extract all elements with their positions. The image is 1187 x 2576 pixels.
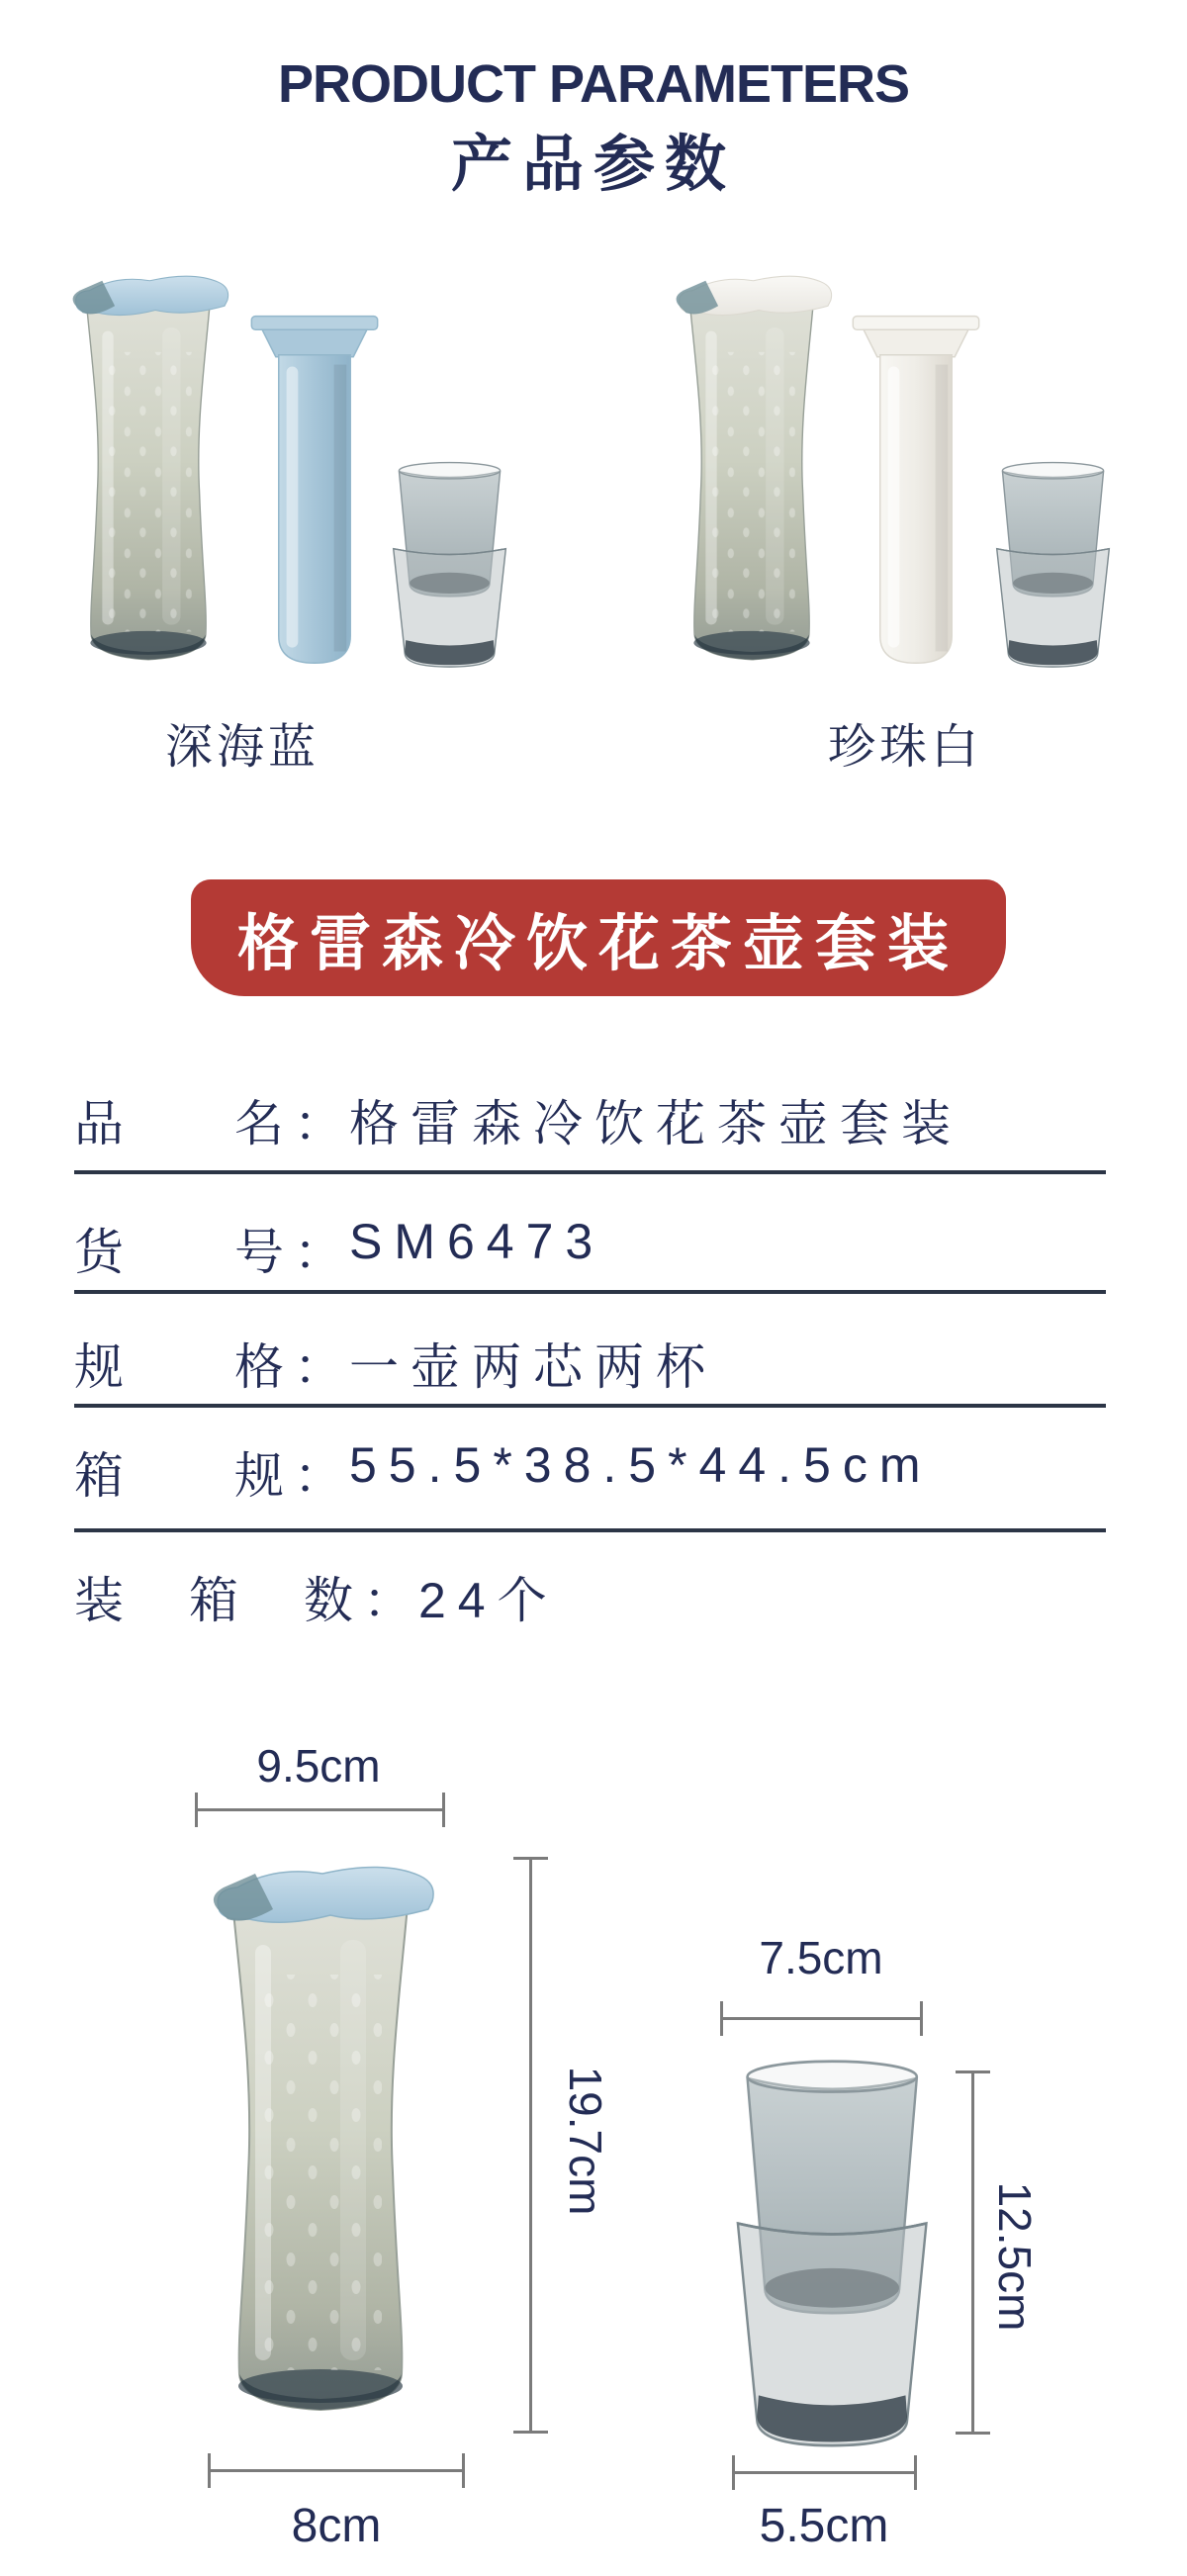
spec-label: 装 箱 数 xyxy=(74,1573,353,1628)
spec-row-carton-size xyxy=(74,1436,1106,1502)
spec-row-specification xyxy=(74,1328,1106,1393)
spec-label: 箱 规 xyxy=(74,1448,284,1504)
spec-value: 24个 xyxy=(418,1573,559,1628)
spec-colon: ： xyxy=(363,1573,412,1628)
pitcher-bottom-width-label: 8cm xyxy=(291,2500,382,2552)
product-name-banner xyxy=(191,879,1006,996)
cup-bottom-width-label: 5.5cm xyxy=(759,2500,889,2552)
spec-value: 55.5*38.5*44.5cm xyxy=(349,1437,933,1493)
spec-value: 一壶两芯两杯 xyxy=(349,1339,717,1395)
spec-divider xyxy=(74,1404,1106,1408)
spec-colon: ： xyxy=(294,1448,343,1504)
product-name-banner-text: 格雷森冷饮花茶壶套装 xyxy=(236,909,959,978)
pitcher-height-measure-line xyxy=(529,1857,532,2434)
pitcher-top-width-measure-line xyxy=(195,1808,445,1811)
spec-colon: ： xyxy=(294,1096,343,1151)
cups-photo-pearl-white xyxy=(989,455,1118,679)
spec-divider xyxy=(74,1170,1106,1174)
spec-value: SM6473 xyxy=(349,1214,605,1269)
spec-value: 格雷森冷饮花茶壶套装 xyxy=(349,1096,962,1151)
spec-label: 品 名 xyxy=(74,1096,284,1151)
spec-divider xyxy=(74,1528,1106,1532)
spec-row-carton-quantity xyxy=(74,1561,1106,1626)
cup-dimension-diagram xyxy=(725,2050,941,2465)
cup-height-label: 12.5cm xyxy=(989,2181,1041,2332)
spec-colon: ： xyxy=(294,1339,343,1395)
pitcher-top-width-label: 9.5cm xyxy=(256,1740,381,1792)
infuser-tube-photo-pearl-white xyxy=(847,297,985,677)
variant-label-pearl-white: 珍珠白 xyxy=(827,721,982,774)
spec-row-item-number xyxy=(74,1213,1106,1278)
page-title-english: PRODUCT PARAMETERS xyxy=(277,54,909,114)
pitcher-height-label: 19.7cm xyxy=(560,2066,611,2216)
spec-divider xyxy=(74,1290,1106,1294)
infuser-tube-photo-deep-sea-blue xyxy=(245,297,384,677)
cup-bottom-width-measure-line xyxy=(732,2471,917,2474)
cup-top-width-label: 7.5cm xyxy=(759,1932,883,1983)
variant-label-deep-sea-blue: 深海蓝 xyxy=(164,721,320,774)
cups-photo-deep-sea-blue xyxy=(386,455,514,679)
cup-height-measure-line xyxy=(971,2070,974,2435)
spec-colon: ： xyxy=(294,1225,343,1280)
page-title-chinese: 产品参数 xyxy=(450,131,736,199)
spec-row-product-name xyxy=(74,1084,1106,1150)
cup-top-width-measure-line xyxy=(720,2017,923,2020)
pitcher-dimension-diagram xyxy=(194,1846,447,2439)
pitcher-bottom-width-measure-line xyxy=(208,2469,465,2472)
pitcher-photo-pearl-white xyxy=(661,261,843,681)
pitcher-photo-deep-sea-blue xyxy=(57,261,239,681)
spec-label: 规 格 xyxy=(74,1339,284,1395)
spec-label: 货 号 xyxy=(74,1225,284,1280)
